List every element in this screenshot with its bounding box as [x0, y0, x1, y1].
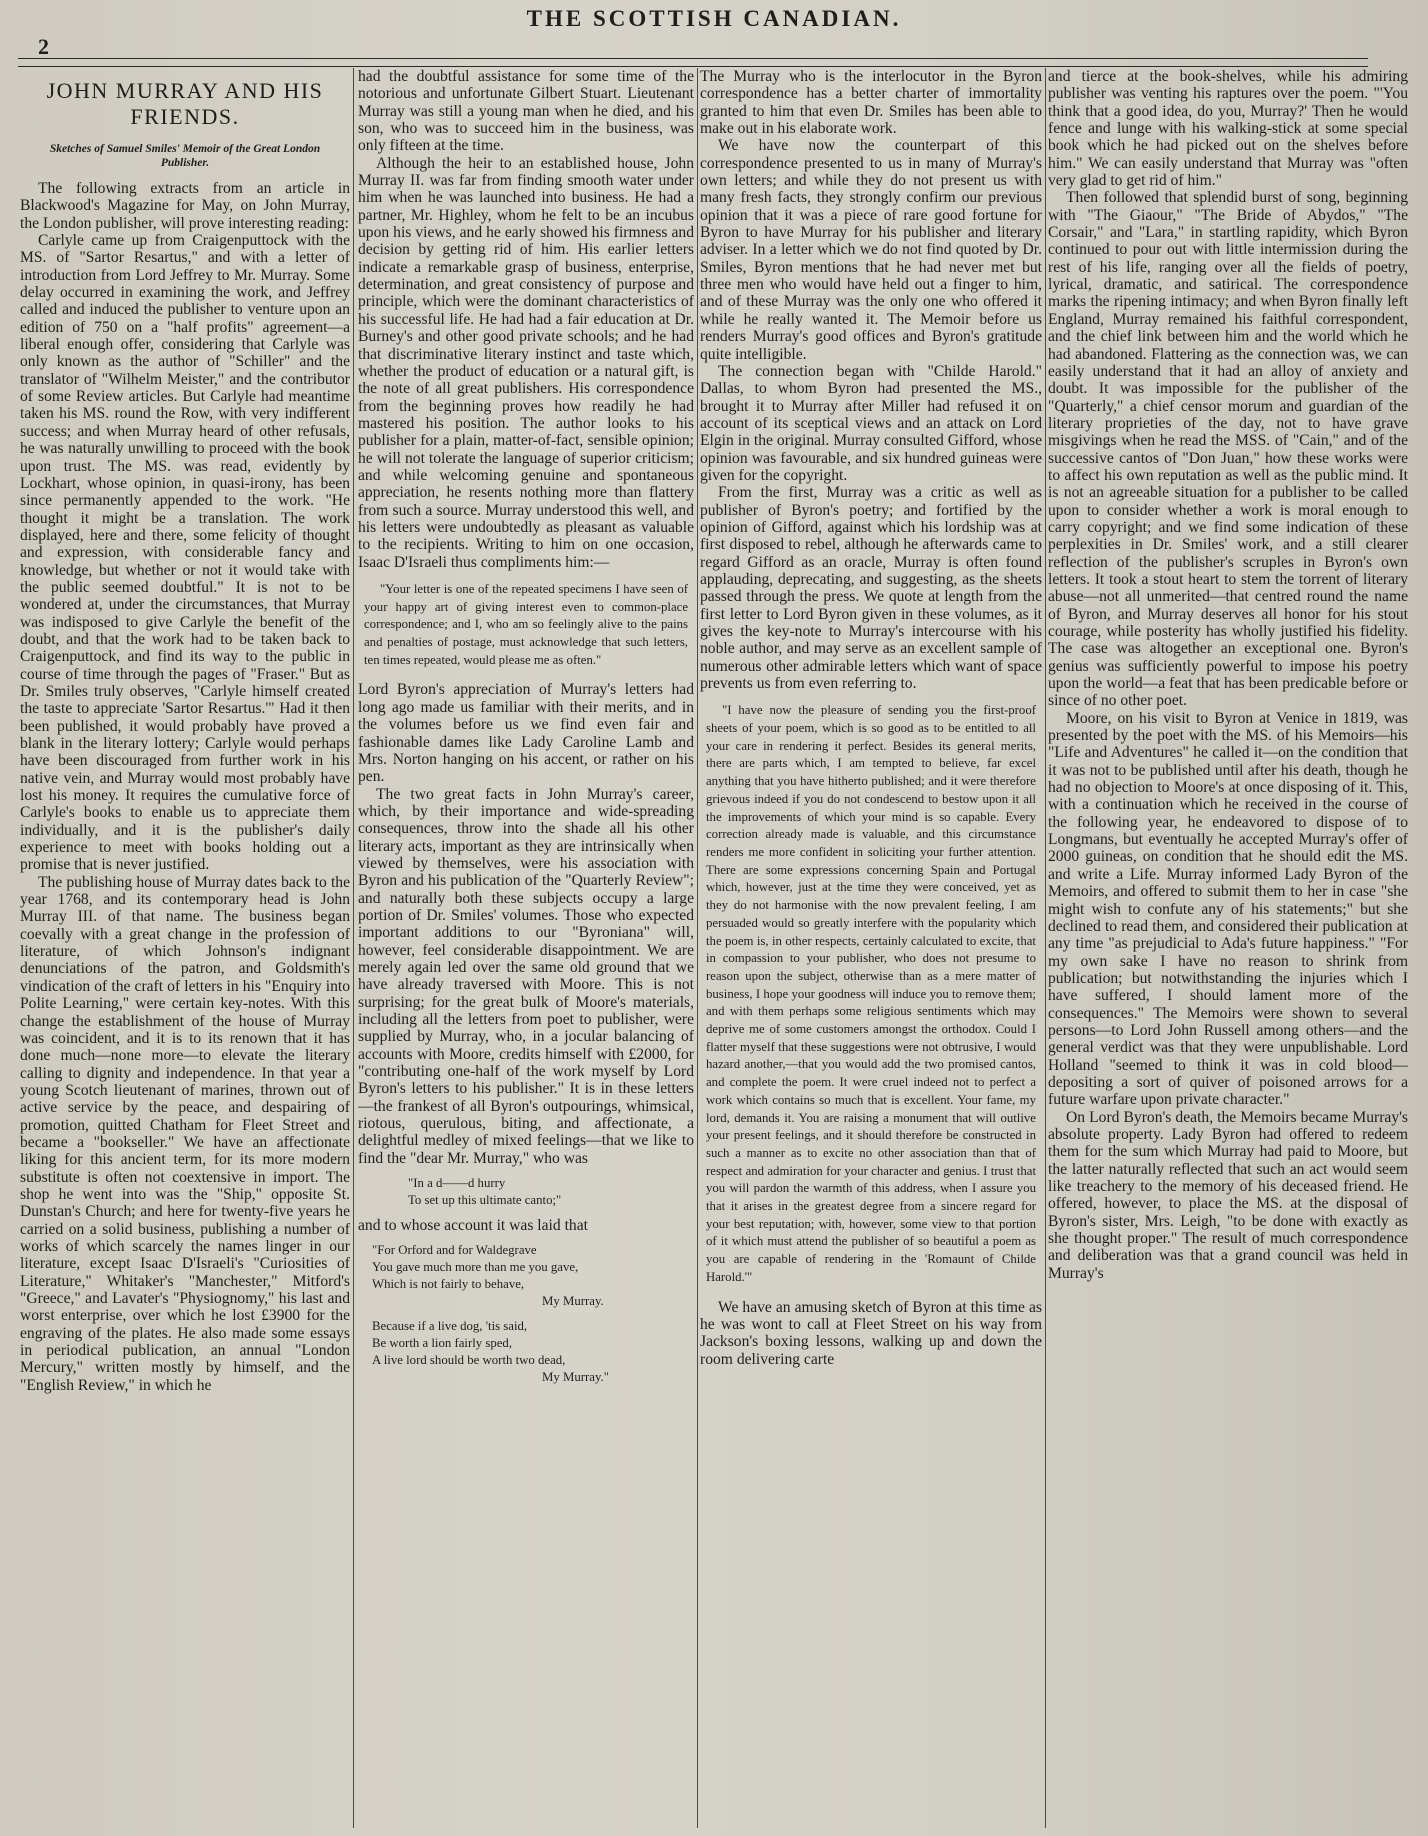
verse-line: My Murray.": [542, 1370, 609, 1385]
column-divider: [697, 68, 698, 1828]
paragraph: Lord Byron's appreciation of Murray's letters had long ago made us familiar with their merits, and in the volumes before us we find even fair and fashionable dames like Lady Caroline Lamb and Mrs. Norton hanging on his accent, or rather on his pen.: [358, 681, 694, 786]
column-2: [358, 68, 694, 1828]
column-divider: [353, 68, 354, 1828]
page-number: 2: [38, 34, 49, 59]
verse-line: "In a d——d hurry: [408, 1176, 506, 1191]
block-quote: [364, 581, 688, 670]
column-1: [20, 68, 350, 1828]
verse-line: A live lord should be worth two dead,: [372, 1353, 566, 1368]
verse-quote: [372, 1242, 694, 1310]
verse-line: Which is not fairly to behave,: [372, 1277, 525, 1292]
paragraph: On Lord Byron's death, the Memoirs became Murray's absolute property. Lady Byron had offered to redeem them for the sum which Murray had paid to Moore, but the latter naturally reflected that such an act would seem like treachery to the memory of his deceased friend. He offered, however, to place the MS. at the disposal of Byron's sister, Mrs. Leigh, "to be done with exactly as she thought proper." The result of much correspondence and deliberation was that a grand council was held in Murray's: [1048, 1108, 1408, 1282]
paragraph: Although the heir to an established house, John Murray II. was far from finding smooth water under him when he was launched into business. He had a partner, Mr. Highley, whom he felt to be an incubus upon his views, and he early showed his firmness and decision by getting rid of him. His earlier letters indicate a remarkable grasp of business, enterprise, determination, and great consistency of purpose and principle, which were the dominant characteristics of his successful life. He had had a fair education at Dr. Burney's and other good private schools; and he had that discriminative literary instinct and taste which, whether the product of education or a natural gift, is the note of all great publishers. His correspondence from the beginning proves how readily he had mastered his position. The author looks to his publisher for a plain, matter-of-fact, sensible opinion; he will not tolerate the language of superior criticism; and while welcoming genuine and spontaneous appreciation, he resents nothing more than flattery from such a source. Murray understood this well, and his letters were undoubtedly as pleasant as valuable to the recipients. Writing to him on one occasion, Isaac D'Israeli thus compliments him:—: [358, 154, 694, 571]
paragraph: had the doubtful assistance for some time of the notorious and unfortunate Gilbert Stuart. Lieutenant Murray was still a young man when he died, and his son, who was to succeed him in the business, was only fifteen at the time.: [358, 68, 694, 155]
verse-quote: [372, 1175, 694, 1209]
paragraph: The publishing house of Murray dates back to the year 1768, and its contemporary head is John Murray III. of that name. The business began coevally with a great change in the profession of literature, of which Johnson's indignant denunciations of the patron, and Goldsmith's vindication of the craft of letters in his "Enquiry into Polite Learning," were certain key-notes. With this change the establishment of the house of Murray was coincident, and it is to its renown that it has done much—none more—to elevate the literary calling to dignity and independence. In that year a young Scotch lieutenant of marines, thrown out of active service by the peace, and despairing of promotion, quitted Chatham for Fleet Street and became a "bookseller." We have an affectionate liking for this ancient term, for its more modern substitute is often not coextensive in import. The shop he went into was the "Ship," opposite St. Dunstan's Church; and here for twenty-five years he carried on a solid business, publishing a number of works of which scarcely the names linger in our literature, except Isaac D'Israeli's "Curiosities of Literature," Whitaker's "Manchester," Mitford's "Greece," and Lavater's "Physiognomy," his last and worst enterprise, over which he lost £3900 for the engraving of the plates. He also made some essays in periodical publication, an annual "London Mercury," written mostly by himself, and the "English Review," in which he: [20, 873, 350, 1394]
paragraph: We have now the counterpart of this correspondence presented to us in many of Murray's own letters; and while they do not present us with many fresh facts, they strongly confirm our previous opinion that it was a piece of rare good fortune for Byron to have Murray for his publisher and literary adviser. In a letter which we do not find quoted by Dr. Smiles, Byron mentions that he had never met but three men who would have held out a finger to him, and of these Murray was the only one who offered it while he really wanted it. The Memoir before us renders Murray's good offices and Byron's gratitude quite intelligible.: [700, 137, 1042, 363]
paragraph: and to whose account it was laid that: [358, 1217, 588, 1235]
quote-text: "I have now the pleasure of sending you the first-proof sheets of your poem, which is so good as to be entitled to all your care in rendering it perfect. Besides its general merits, there are parts which, I am tempted to believe, far excel anything that you have hitherto published; and it were therefore grievous indeed if you do not condescend to bestow upon it all the improvements of which your mind is so capable. Every correction already made is valuable, and this circumstance renders me more confident in soliciting your further attention. There are some expressions concerning Spain and Portugal which, however, just at the time they were conceived, yet as they do not harmonise with the now prevalent feeling, I am persuaded would so greatly interfere with the popularity which the poem is, in other respects, certainly calculated to excite, that in compassion to your publisher, who does not presume to reason upon the subject, otherwise than as a mere matter of business, I hope your goodness will induce you to remove them; and with them perhaps some religious sentiments which may deprive me of some customers amongst the orthodox. Could I flatter myself that these suggestions were not obtrusive, I would hazard another,—that you would add the two promised cantos, and complete the poem. It were cruel indeed not to perfect a work which contains so much that is excellent. Your fame, my lord, demands it. You are raising a monument that will outlive your present feelings, and it should therefore be constructed in such a manner as to excite no other association than that of respect and admiration for your character and genius. I trust that you will pardon the warmth of this address, when I assure you that it arises in the greatest degree from a sincere regard for your best reputation; with, however, some view to that portion of it which must attend the publisher of so beautiful a poem as you are capable of rendering in the 'Romaunt of Childe Harold.'": [706, 703, 1036, 1284]
verse-line: My Murray.: [542, 1294, 604, 1309]
paragraph: and tierce at the book-shelves, while his admiring publisher was venting his raptures over the poem. "'You think that a good idea, do you, Murray?' Then he would fence and lunge with his walking-stick at some special book which he had picked out on the shelves before him." We can easily understand that Murray was "often very glad to get rid of him.": [1048, 68, 1408, 190]
masthead-rule-thin: [18, 66, 1368, 67]
paragraph: The following extracts from an article in Blackwood's Magazine for May, on John Murray, the London publisher, will prove interesting reading:: [20, 180, 350, 232]
article-subhead: Sketches of Samuel Smiles' Memoir of the Great London Publisher.: [49, 143, 321, 169]
paragraph: From the first, Murray was a critic as well as publisher of Byron's poetry; and fortified by the opinion of Gifford, against which his lordship was at first disposed to rebel, although he afterwards came to regard Gifford as an oracle, Murray is often found applauding, deprecating, and suggesting, as the sheets passed through the press. We quote at length from the first letter to Lord Byron given in these volumes, as it gives the key-note to Murray's intercourse with his noble author, and may serve as an excellent sample of numerous other admirable letters which want of space prevents us from even referring to.: [700, 484, 1042, 693]
verse-line: Because if a live dog, 'tis said,: [372, 1319, 528, 1334]
column-3: [700, 68, 1042, 1828]
verse-line: "For Orford and for Waldegrave: [372, 1243, 537, 1258]
paragraph: The Murray who is the interlocutor in the Byron correspondence has a better charter of immortality granted to him that even Dr. Smiles has been able to make out in his elaborate work.: [700, 68, 1042, 138]
paragraph: We have an amusing sketch of Byron at this time as he was wont to call at Fleet Street on his way from Jackson's boxing lessons, walking up and down the room delivering carte: [700, 1298, 1042, 1368]
column-divider: [1045, 68, 1046, 1828]
masthead: THE SCOTTISH CANADIAN.: [526, 6, 902, 31]
paragraph: The two great facts in John Murray's career, which, by their importance and wide-spreading consequences, throw into the shade all his other literary acts, important as they are intrinsically when viewed by themselves, were his association with Byron and his publication of the "Quarterly Review"; and naturally both these subjects occupy a large portion of Dr. Smiles' volumes. Those who expected important additions to our "Byroniana" will, however, feel considerable disappointment. We are merely again led over the same old ground that we have already traversed with Moore. This is not surprising; for the great bulk of Moore's materials, including all the letters from poet to publisher, were supplied by Murray, who, in a jocular balancing of accounts with Moore, credits himself with £2000, for "contributing one-half of the work myself by Lord Byron's letters to his publisher." It is in these letters—the frankest of all Byron's outpourings, whimsical, riotous, querulous, biting, and affectionate, a delightful medley of mixed feelings—that we like to find the "dear Mr. Murray," who was: [358, 785, 694, 1167]
article-headline: JOHN MURRAY AND HIS FRIENDS.: [46, 78, 324, 129]
verse-line: Be worth a lion fairly sped,: [372, 1336, 513, 1351]
verse-line: To set up this ultimate canto;": [408, 1193, 562, 1208]
paragraph: Carlyle came up from Craigenputtock with the MS. of "Sartor Resartus," and with a letter of introduction from Lord Jeffrey to Mr. Murray. Some delay occurred in examining the work, and Jeffrey called and induced the publisher to venture upon an edition of 750 on a "half profits" agreement—a liberal enough offer, considering that Carlyle was only known as the author of "Schiller" and the translator of "Wilhelm Meister," and the contributor of some Review articles. But Carlyle had meantime taken his MS. round the Row, with very indifferent success; and when Murray heard of other refusals, he was naturally unwilling to proceed with the book upon trust. The MS. was read, evidently by Lockhart, whose opinion, in quasi-irony, has been since permanently appended to the work. "He thought it might be a translation. The work displayed, here and there, some felicity of thought and expression, with considerable fancy and knowledge, but whether or not it would take with the public seemed doubtful." It is not to be wondered at, under the circumstances, that Murray was indisposed to give Carlyle the benefit of the doubt, and that the work had to be taken back to Craigenputtock, and find its way to the public in course of time through the pages of "Fraser." But as Dr. Smiles truly observes, "Carlyle himself created the taste to appreciate 'Sartor Resartus.'" Had it then been published, it would probably have proved a blank in the literary lottery; Carlyle would perhaps have been discouraged from further work in his native vein, and Murray would most probably have lost his money. It requires the cumulative force of Carlyle's books to enable us to appreciate them individually, and it is the publisher's daily experience to meet with books holding out a promise that is never justified.: [20, 232, 350, 874]
column-4: [1048, 68, 1408, 1828]
block-quote: [706, 702, 1036, 1286]
masthead-rule: [18, 58, 1368, 59]
verse-quote: [372, 1318, 694, 1386]
paragraph: Moore, on his visit to Byron at Venice in 1819, was presented by the poet with the MS. of his Memoirs—his "Life and Adventures" he called it—on the condition that it was not to be published until after his death, though he had no objection to Moore's at once disposing of it. This, with a continuation which he received in the course of the following year, he endeavored to dispose of to Longmans, but eventually he accepted Murray's offer of 2000 guineas, on condition that he should edit the MS. and write a Life. Murray informed Lady Byron of the Memoirs, and offered to submit them to her in case "she might wish to confute any of his statements;" but she declined to read them, and considered their publication at any time "as prejudicial to Ada's future happiness." "For my own sake I have no reason to shrink from publication; but notwithstanding the injuries which I have suffered, I should lament more of the consequences." The Memoirs were shown to several persons—to Lord John Russell among others—and the general verdict was that they were unpublishable. Lord Holland "seemed to think it was in cold blood—depositing a sort of quiver of poisoned arrows for a future warfare upon private character.": [1048, 709, 1408, 1109]
paragraph: Then followed that splendid burst of song, beginning with "The Giaour," "The Bride of Abydos," "The Corsair," and "Lara," in startling rapidity, which Byron continued to pour out with little intermission during the rest of his life, ranging over all the fields of poetry, lyrical, dramatic, and satirical. The correspondence marks the ripening intimacy; and when Byron finally left England, Murray remained his faithful correspondent, and the chief link between him and the world which he had abandoned. Flattering as the connection was, we can easily understand that it had an alloy of anxiety and doubt. It was impossible for the publisher of the "Quarterly," a chief censor morum and guardian of the literary proprieties of the day, not to have grave misgivings when he read the MSS. of "Cain," and of the successive cantos of "Don Juan," how these works were to affect his own reputation as well as the public mind. It is not an agreeable situation for a publisher to be called upon to consider whether a work is moral enough to carry copyright; and we find some indication of these perplexities in Dr. Smiles' work, and a still clearer reflection of the publisher's scruples in Byron's own letters. It took a stout heart to stem the torrent of literary abuse—not all unmerited—that centred round the name of Byron, and Murray deserves all honor for his stout courage, while posterity has wholly justified his fidelity. The case was altogether an exceptional one. Byron's genius was sufficiently powerful to impose his poetry upon the world—a feat that has been predicable before or since of no other poet.: [1048, 189, 1408, 710]
verse-line: You gave much more than me you gave,: [372, 1260, 579, 1275]
paragraph: The connection began with "Childe Harold." Dallas, to whom Byron had presented the MS., brought it to Murray after Miller had refused it on account of its sceptical views and an attack on Lord Elgin in the original. Murray consulted Gifford, whose opinion was favourable, and six hundred guineas were given for the copyright.: [700, 362, 1042, 484]
quote-text: "Your letter is one of the repeated specimens I have seen of your happy art of giving interest even to common-place correspondence; and I, who am so feelingly alive to the pains and penalties of postage, must acknowledge that such letters, ten times repeated, would please me as often.": [364, 581, 688, 667]
